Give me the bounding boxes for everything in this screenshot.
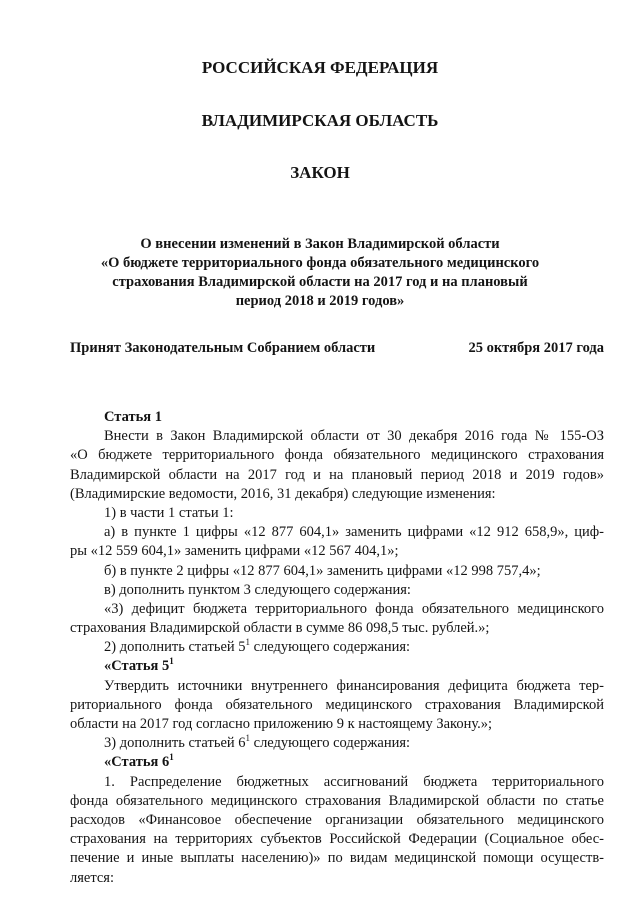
country-heading: РОССИЙСКАЯ ФЕДЕРАЦИЯ (201, 58, 439, 77)
list-item (70, 638, 604, 657)
law-title-line: период 2018 и 2019 годов» (235, 293, 405, 309)
article-heading (70, 753, 604, 772)
adoption-date: 25 октября 2017 года (468, 340, 604, 356)
law-title-line: страхования Владимирской области на 2017 год и на плановый (112, 274, 528, 290)
list-item: а) в пункте 1 цифры «12 877 604,1» заменить цифрами «12 912 658,9», циф- (104, 524, 604, 541)
paragraph-line: Владимирской области на 2017 год и на плановый период 2018 и 2019 годов» (70, 466, 604, 483)
adopted-by: Принят Законодательным Собранием области (70, 340, 376, 356)
list-item (70, 734, 604, 753)
paragraph-line: Утвердить источники внутреннего финансирования дефицита бюджета тер- (104, 677, 604, 694)
paragraph-line: «О бюджете территориального фонда обязательного медицинского страхования (70, 447, 604, 464)
superscript: 1 (245, 637, 251, 648)
article-heading: Статья 1 (104, 409, 162, 425)
paragraph-line: 1. Распределение бюджетных ассигнований бюджета территориального (104, 773, 604, 790)
doc-type-heading: ЗАКОН (290, 163, 350, 182)
quoted-line: страхования Владимирской области в сумме 86 098,5 тыс. рублей.»; (70, 620, 490, 637)
paragraph-line: фонда обязательного медицинского страхования Владимирской области по статье (70, 792, 604, 809)
superscript: 1 (169, 752, 174, 763)
law-title-line: «О бюджете территориального фонда обязательного медицинского (100, 255, 540, 271)
region-heading: ВЛАДИМИРСКАЯ ОБЛАСТЬ (201, 111, 439, 130)
list-item-text: 3) дополнить статьей 6 (104, 735, 246, 752)
paragraph-line: области на 2017 год согласно приложению 9 к настоящему Закону.»; (70, 716, 493, 732)
list-item: 1) в части 1 статьи 1: (104, 504, 234, 521)
paragraph-line: страхования на территориях субъектов Российской Федерации (Социальное обес- (70, 831, 604, 848)
list-item: б) в пункте 2 цифры «12 877 604,1» заменить цифрами «12 998 757,4»; (104, 562, 541, 579)
paragraph-line: печение и иные выплаты населению)» по видам медицинской помощи осуществ- (70, 850, 604, 867)
paragraph-line: риториального фонда обязательного медицинского страхования Владимирской (70, 696, 604, 713)
quoted-line: «3) дефицит бюджета территориального фонда обязательного медицинского (104, 600, 604, 617)
paragraph-line: ляется: (70, 869, 114, 886)
law-title (0, 235, 640, 311)
paragraph-line: Внести в Закон Владимирской области от 30 декабря 2016 года № 155-ОЗ (104, 428, 604, 445)
list-item-continued: ры «12 559 604,1» заменить цифрами «12 567 404,1»; (70, 543, 399, 560)
superscript: 1 (169, 656, 174, 667)
list-item: в) дополнить пунктом 3 следующего содержания: (104, 581, 411, 598)
article-heading-text: «Статья 5 (104, 658, 170, 675)
article-heading-text: «Статья 6 (104, 754, 170, 771)
article-heading (70, 657, 604, 676)
list-item-text: следующего содержания: (250, 639, 411, 656)
list-item-text: следующего содержания: (250, 735, 411, 752)
superscript: 1 (245, 733, 251, 744)
document-body (70, 408, 604, 888)
paragraph-line: расходов «Финансовое обеспечение организации обязательного медицинского (70, 811, 604, 828)
paragraph-line: (Владимирские ведомости, 2016, 31 декабря) следующие изменения: (70, 485, 496, 502)
law-title-line: О внесении изменений в Закон Владимирской области (140, 236, 500, 252)
list-item-text: 2) дополнить статьей 5 (104, 639, 246, 656)
